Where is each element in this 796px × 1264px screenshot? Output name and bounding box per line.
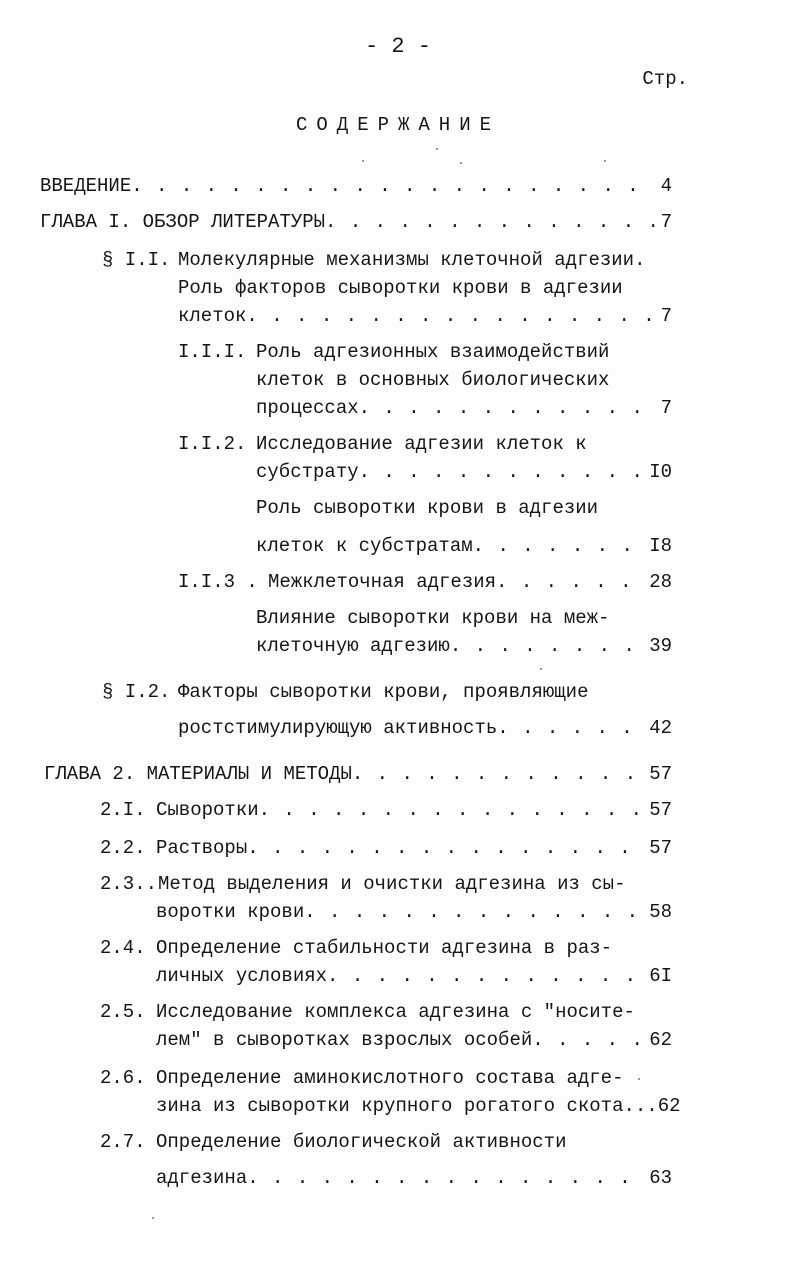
toc-entry-text-line: клеток в основных биологических bbox=[256, 369, 610, 391]
toc-page-number: 28 bbox=[649, 571, 672, 593]
toc-entry-text-line: Межклеточная адгезия bbox=[268, 571, 497, 593]
section-number: 2.7. bbox=[100, 1131, 146, 1153]
dot-leader bbox=[325, 208, 655, 236]
toc-page-number: 7 bbox=[660, 397, 672, 419]
toc-entry-last-line bbox=[156, 1026, 672, 1054]
toc-page-number: 39 bbox=[649, 635, 672, 657]
toc-page-number: I8 bbox=[649, 535, 672, 557]
dot-leader bbox=[359, 458, 644, 486]
page-column-label: Стр. bbox=[642, 68, 688, 90]
toc-entry-text-line: лем" в сыворотках взрослых особей bbox=[156, 1029, 533, 1051]
section-number: 2.6. bbox=[100, 1067, 146, 1089]
section-number: I.I.3 . bbox=[178, 571, 258, 593]
toc-page-number: 57 bbox=[649, 763, 672, 785]
dot-leader bbox=[131, 172, 654, 200]
toc-page-number: 6I bbox=[649, 965, 672, 987]
toc-entry-text-line: Метод выделения и очистки адгезина из сы- bbox=[158, 873, 626, 895]
dot-leader bbox=[247, 1164, 643, 1192]
toc-page-number: 62 bbox=[657, 1095, 681, 1117]
toc-entry-last-line bbox=[178, 714, 672, 742]
toc-entry-text-line: Роль сыворотки крови в адгезии bbox=[256, 497, 599, 519]
dot-leader bbox=[497, 714, 643, 742]
toc-entry-text-line: ростстимулирующую активность bbox=[178, 717, 498, 739]
toc-entry-last-line bbox=[156, 1164, 672, 1192]
toc-entry-text-line: адгезина bbox=[156, 1167, 248, 1189]
section-number: I.I.2. bbox=[178, 433, 247, 455]
toc-entry-last-line bbox=[256, 632, 672, 660]
section-number: 2.I. bbox=[100, 799, 146, 821]
toc-entry-last-line bbox=[256, 394, 672, 422]
toc-entry-text: ГЛАВА 2. МАТЕРИАЛЫ И МЕТОДЫ bbox=[44, 763, 352, 785]
scan-speck bbox=[152, 1217, 154, 1219]
scan-speck bbox=[362, 160, 364, 162]
toc-entry-text-line: Определение аминокислотного состава адге- bbox=[156, 1067, 624, 1089]
scan-speck bbox=[460, 162, 462, 164]
toc-page-number: I0 bbox=[649, 461, 672, 483]
toc-page-number: 42 bbox=[649, 717, 672, 739]
dot-leader bbox=[532, 1026, 643, 1054]
toc-entry-last-line bbox=[156, 962, 672, 990]
dot-leader bbox=[259, 796, 644, 824]
section-number: § I.I. bbox=[102, 249, 171, 271]
toc-entry-text-line: Определение стабильности адгезина в раз- bbox=[156, 937, 613, 959]
scan-speck bbox=[604, 160, 606, 162]
dot-leader bbox=[352, 760, 643, 788]
toc-entry-text-line: зина из сыворотки крупного рогатого скота... bbox=[156, 1095, 658, 1117]
toc-entry-text: ВВЕДЕНИЕ bbox=[40, 175, 132, 197]
toc-entry-chapter-2[interactable] bbox=[44, 760, 672, 788]
toc-entry-text-line: Влияние сыворотки крови на меж- bbox=[256, 607, 610, 629]
scan-speck bbox=[638, 1078, 640, 1080]
toc-entry-text-line: Исследование комплекса адгезина с "носите- bbox=[156, 1001, 635, 1023]
section-number: 2.5. bbox=[100, 1001, 146, 1023]
toc-entry-text: ГЛАВА I. ОБЗОР ЛИТЕРАТУРЫ bbox=[40, 211, 326, 233]
section-number: 2.4. bbox=[100, 937, 146, 959]
section-number: § I.2. bbox=[102, 681, 171, 703]
toc-entry-text-line: Молекулярные механизмы клеточной адгезии. bbox=[178, 249, 646, 271]
toc-entry-last-line bbox=[156, 1092, 681, 1120]
toc-entry-text-line: Растворы bbox=[156, 837, 248, 859]
dot-leader bbox=[247, 834, 643, 862]
toc-page-number: 63 bbox=[649, 1167, 672, 1189]
scan-speck bbox=[436, 148, 438, 150]
toc-entry-text-line: процессах bbox=[256, 397, 359, 419]
section-number: 2.2. bbox=[100, 837, 146, 859]
toc-entry-chapter-1[interactable] bbox=[40, 208, 672, 236]
toc-page-number: 57 bbox=[649, 799, 672, 821]
toc-page-number: 7 bbox=[660, 211, 672, 233]
section-number: I.I.I. bbox=[178, 341, 247, 363]
dot-leader bbox=[496, 568, 643, 596]
section-number: 2.3.. bbox=[100, 873, 158, 895]
toc-entry-last-line bbox=[178, 302, 672, 330]
toc-entry-text-line: субстрату bbox=[256, 461, 359, 483]
toc-entry-last-line bbox=[268, 568, 672, 596]
toc-page-number: 57 bbox=[649, 837, 672, 859]
dot-leader bbox=[246, 302, 654, 330]
dot-leader bbox=[450, 632, 643, 660]
toc-entry-text-line: воротки крови bbox=[156, 901, 305, 923]
toc-entry-introduction[interactable] bbox=[40, 172, 672, 200]
toc-entry-last-line bbox=[156, 898, 672, 926]
toc-entry-text-line: Сыворотки bbox=[156, 799, 259, 821]
toc-entry-last-line bbox=[156, 796, 672, 824]
toc-entry-text-line: Роль адгезионных взаимодействий bbox=[256, 341, 610, 363]
toc-entry-text-line: клеток к субстратам bbox=[256, 535, 473, 557]
dot-leader bbox=[359, 394, 655, 422]
page-number: - 2 - bbox=[364, 34, 431, 59]
toc-page-number: 4 bbox=[660, 175, 672, 197]
toc-title: СОДЕРЖАНИЕ bbox=[295, 114, 501, 136]
toc-page-number: 58 bbox=[649, 901, 672, 923]
toc-entry-text-line: Факторы сыворотки крови, проявляющие bbox=[178, 681, 589, 703]
dot-leader bbox=[304, 898, 643, 926]
toc-entry-last-line bbox=[256, 532, 672, 560]
toc-page-number: 7 bbox=[660, 305, 672, 327]
toc-entry-text-line: клеток bbox=[178, 305, 247, 327]
dot-leader bbox=[327, 962, 643, 990]
toc-page-number: 62 bbox=[649, 1029, 672, 1051]
toc-entry-text-line: клеточную адгезию bbox=[256, 635, 450, 657]
toc-entry-last-line bbox=[256, 458, 672, 486]
toc-entry-last-line bbox=[156, 834, 672, 862]
dot-leader bbox=[473, 532, 644, 560]
toc-entry-text-line: личных условиях bbox=[156, 965, 328, 987]
toc-entry-text-line: Исследование адгезии клеток к bbox=[256, 433, 587, 455]
toc-entry-text-line: Роль факторов сыворотки крови в адгезии bbox=[178, 277, 623, 299]
toc-entry-text-line: Определение биологической активности bbox=[156, 1131, 567, 1153]
scan-speck bbox=[540, 668, 542, 670]
